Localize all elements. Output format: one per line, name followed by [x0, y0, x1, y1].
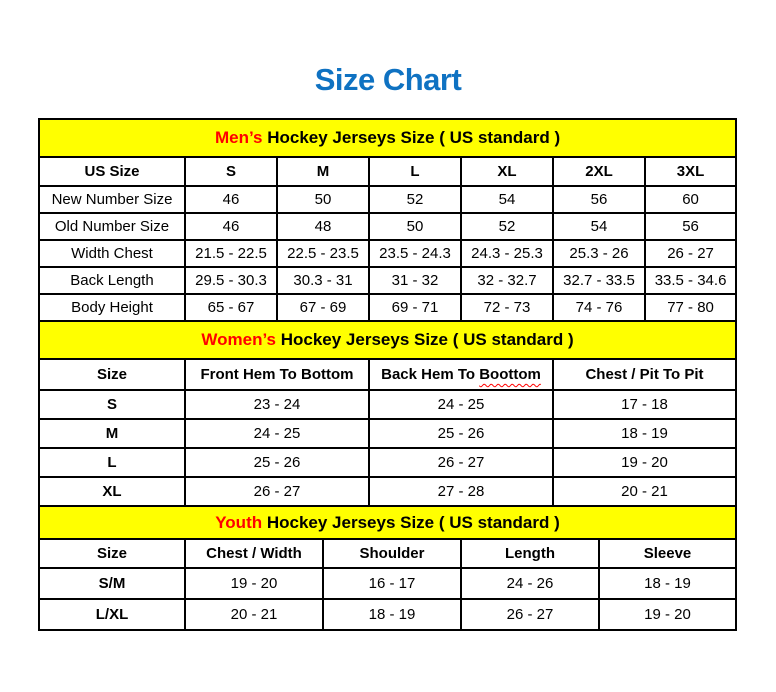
youth-size-table	[38, 505, 737, 631]
table-cell: 24.3 - 25.3	[461, 240, 553, 267]
table-cell: 26 - 27	[185, 477, 369, 506]
table-cell: 56	[645, 213, 736, 240]
table-row	[39, 186, 736, 213]
table-cell: 74 - 76	[553, 294, 645, 321]
misspelled-word: Boottom	[479, 366, 541, 383]
table-row	[39, 240, 736, 267]
table-cell: 27 - 28	[369, 477, 553, 506]
table-row	[39, 568, 736, 599]
table-cell: 30.3 - 31	[277, 267, 369, 294]
table-cell: 32 - 32.7	[461, 267, 553, 294]
table-row	[39, 419, 736, 448]
table-cell: 23.5 - 24.3	[369, 240, 461, 267]
column-header: 3XL	[645, 157, 736, 186]
table-cell: 17 - 18	[553, 390, 736, 419]
table-cell: 33.5 - 34.6	[645, 267, 736, 294]
column-header: Chest / Pit To Pit	[553, 359, 736, 390]
table-cell: 18 - 19	[553, 419, 736, 448]
table-row	[39, 267, 736, 294]
table-cell: 19 - 20	[553, 448, 736, 477]
youth-column-header-row	[39, 539, 736, 568]
table-cell: 69 - 71	[369, 294, 461, 321]
column-header: Length	[461, 539, 599, 568]
table-cell: 22.5 - 23.5	[277, 240, 369, 267]
size-chart-tables	[38, 118, 735, 631]
table-cell: 32.7 - 33.5	[553, 267, 645, 294]
column-header: US Size	[39, 157, 185, 186]
table-cell: 46	[185, 186, 277, 213]
row-label: Width Chest	[39, 240, 185, 267]
womens-section-rest: Hockey Jerseys Size ( US standard )	[276, 330, 574, 349]
column-header: Front Hem To Bottom	[185, 359, 369, 390]
column-header: 2XL	[553, 157, 645, 186]
mens-section-rest: Hockey Jerseys Size ( US standard )	[262, 128, 561, 147]
table-cell: 16 - 17	[323, 568, 461, 599]
womens-section-header	[39, 321, 736, 359]
table-cell: 77 - 80	[645, 294, 736, 321]
table-cell: 54	[553, 213, 645, 240]
table-cell: 31 - 32	[369, 267, 461, 294]
column-header	[369, 359, 553, 390]
row-label: New Number Size	[39, 186, 185, 213]
table-cell: 29.5 - 30.3	[185, 267, 277, 294]
column-header: Shoulder	[323, 539, 461, 568]
row-label: XL	[39, 477, 185, 506]
table-cell: 18 - 19	[599, 568, 736, 599]
table-cell: 26 - 27	[369, 448, 553, 477]
table-cell: 56	[553, 186, 645, 213]
table-cell: 23 - 24	[185, 390, 369, 419]
table-cell: 18 - 19	[323, 599, 461, 630]
column-header: L	[369, 157, 461, 186]
table-cell: 54	[461, 186, 553, 213]
row-label: S	[39, 390, 185, 419]
table-cell: 26 - 27	[461, 599, 599, 630]
table-cell: 60	[645, 186, 736, 213]
mens-section-header	[39, 119, 736, 157]
youth-section-header	[39, 506, 736, 539]
youth-section-title	[39, 506, 736, 539]
row-label: L/XL	[39, 599, 185, 630]
table-row	[39, 213, 736, 240]
column-header: M	[277, 157, 369, 186]
mens-size-table	[38, 118, 737, 322]
table-cell: 72 - 73	[461, 294, 553, 321]
column-header: Size	[39, 359, 185, 390]
table-cell: 52	[369, 186, 461, 213]
column-header: S	[185, 157, 277, 186]
table-row	[39, 477, 736, 506]
row-label: Back Length	[39, 267, 185, 294]
table-cell: 26 - 27	[645, 240, 736, 267]
column-header-text: Back Hem To	[381, 366, 480, 383]
table-cell: 24 - 25	[369, 390, 553, 419]
table-cell: 67 - 69	[277, 294, 369, 321]
table-cell: 19 - 20	[599, 599, 736, 630]
mens-section-title	[39, 119, 736, 157]
table-row	[39, 390, 736, 419]
table-cell: 20 - 21	[553, 477, 736, 506]
row-label: Old Number Size	[39, 213, 185, 240]
table-cell: 52	[461, 213, 553, 240]
table-cell: 19 - 20	[185, 568, 323, 599]
column-header: Size	[39, 539, 185, 568]
womens-keyword: Women’s	[201, 330, 276, 349]
womens-size-table	[38, 320, 737, 507]
mens-column-header-row	[39, 157, 736, 186]
table-cell: 48	[277, 213, 369, 240]
table-cell: 24 - 26	[461, 568, 599, 599]
column-header: Sleeve	[599, 539, 736, 568]
mens-keyword: Men’s	[214, 128, 263, 147]
table-cell: 24 - 25	[185, 419, 369, 448]
table-row	[39, 599, 736, 630]
page-title: Size Chart	[314, 62, 462, 97]
table-cell: 50	[369, 213, 461, 240]
column-header: Chest / Width	[185, 539, 323, 568]
youth-keyword: Youth	[215, 512, 263, 532]
row-label: M	[39, 419, 185, 448]
table-cell: 46	[185, 213, 277, 240]
womens-column-header-row	[39, 359, 736, 390]
column-header: XL	[461, 157, 553, 186]
table-cell: 21.5 - 22.5	[185, 240, 277, 267]
table-row	[39, 294, 736, 321]
table-cell: 65 - 67	[185, 294, 277, 321]
table-cell: 50	[277, 186, 369, 213]
row-label: Body Height	[39, 294, 185, 321]
table-cell: 25 - 26	[369, 419, 553, 448]
table-row	[39, 448, 736, 477]
table-cell: 20 - 21	[185, 599, 323, 630]
table-cell: 25.3 - 26	[553, 240, 645, 267]
womens-section-title	[39, 321, 736, 359]
table-cell: 25 - 26	[185, 448, 369, 477]
row-label: L	[39, 448, 185, 477]
row-label: S/M	[39, 568, 185, 599]
youth-section-rest: Hockey Jerseys Size ( US standard )	[262, 512, 560, 532]
